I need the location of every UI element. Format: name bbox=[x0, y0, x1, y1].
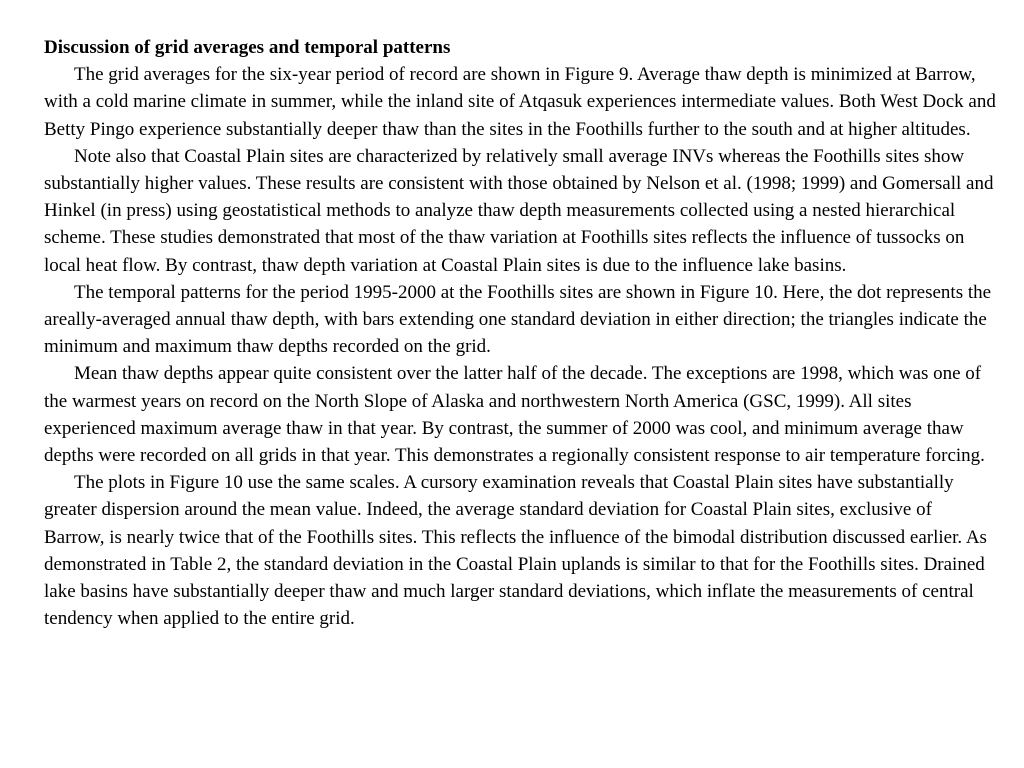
document-page bbox=[44, 34, 996, 632]
paragraph-coastal-plain-invs: Note also that Coastal Plain sites are characterized by relatively small average INVs whereas the Foothills sites show substantially higher values. These results are consistent with those obtained by Nelson et al. (1998; 1999) and Gomersall and Hinkel (in press) using geostatistical methods to analyze thaw depth measurements collected using a nested hierarchical scheme. These studies demonstrated that most of the thaw variation at Foothills sites reflects the influence of tussocks on local heat flow. By contrast, thaw depth variation at Coastal Plain sites is due to the influence lake basins. bbox=[44, 145, 994, 276]
paragraph-grid-averages: The grid averages for the six-year period of record are shown in Figure 9. Average thaw depth is minimized at Barrow, with a cold marine climate in summer, while the inland site of Atqasuk experiences intermediate values. Both West Dock and Betty Pingo experience substantially deeper thaw than the sites in the Foothills further to the south and at higher altitudes. bbox=[44, 64, 996, 140]
paragraph-mean-thaw-depths: Mean thaw depths appear quite consistent over the latter half of the decade. The exceptions are 1998, which was one of the warmest years on record on the North Slope of Alaska and northwestern North America (GSC, 1999). All sites experienced maximum average thaw in that year. By contrast, the summer of 2000 was cool, and minimum average thaw depths were recorded on all grids in that year. This demonstrates a regionally consistent response to air temperature forcing. bbox=[44, 363, 985, 467]
section-heading: Discussion of grid averages and temporal patterns bbox=[44, 37, 451, 58]
paragraph-figure-10-scales: The plots in Figure 10 use the same scales. A cursory examination reveals that Coastal Plain sites have substantially greater dispersion around the mean value. Indeed, the average standard deviation for Coastal Plain sites, exclusive of Barrow, is nearly twice that of the Foothills sites. This reflects the influence of the bimodal distribution discussed earlier. As demonstrated in Table 2, the standard deviation in the Coastal Plain uplands is similar to that for the Foothills sites. Drained lake basins have substantially deeper thaw and much larger standard deviations, which inflate the measurements of central tendency when applied to the entire grid. bbox=[44, 472, 987, 630]
paragraph-temporal-patterns: The temporal patterns for the period 1995-2000 at the Foothills sites are shown in Figure 10. Here, the dot represents the areally-averaged annual thaw depth, with bars extending one standard deviation in either direction; the triangles indicate the minimum and maximum thaw depths recorded on the grid. bbox=[44, 281, 992, 358]
